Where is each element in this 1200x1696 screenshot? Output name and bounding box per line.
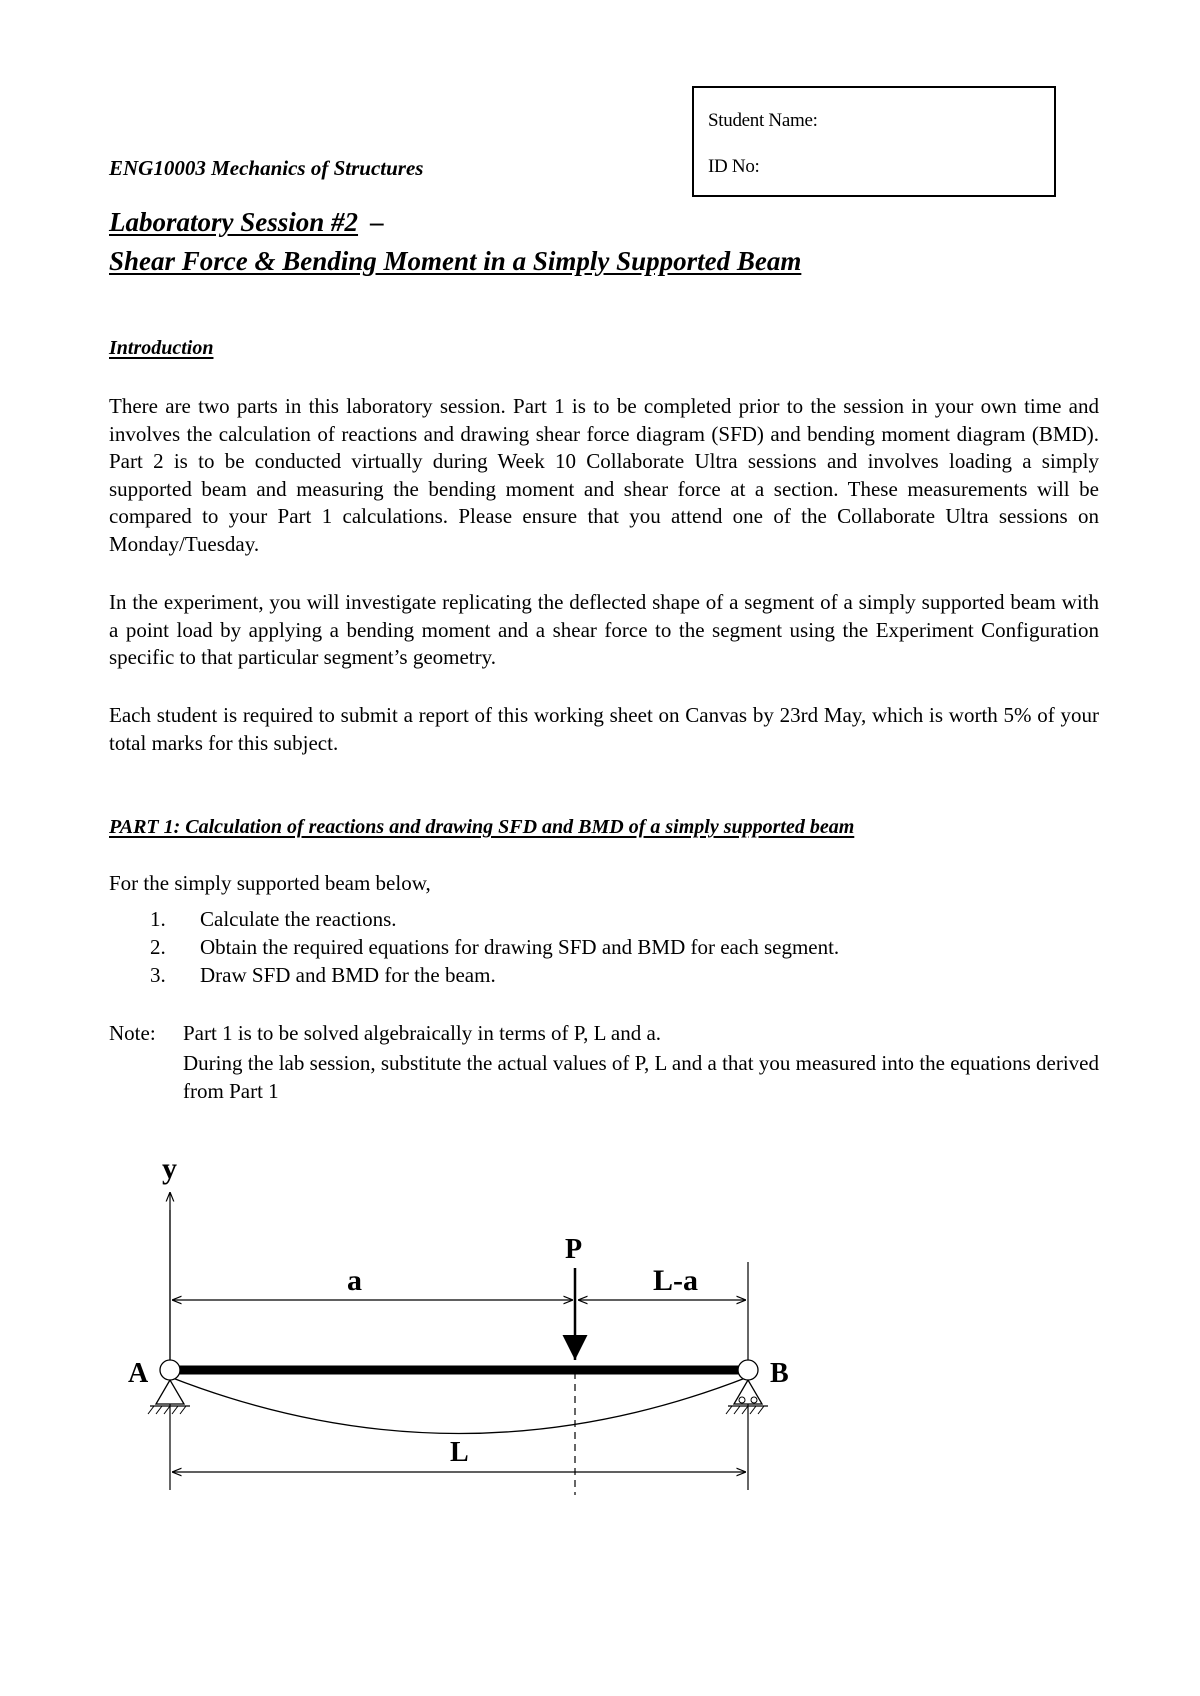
- support-b-label: B: [770, 1358, 789, 1389]
- dimension-l-minus-a-label: L-a: [653, 1264, 698, 1297]
- student-id-label: ID No:: [708, 156, 760, 177]
- intro-paragraph-1: There are two parts in this laboratory session. Part 1 is to be completed prior to the session in your own time and involves the calculation of reactions and drawing shear force diagram (SFD) and bending moment diagram (BMD). Part 2 is to be conducted virtually during Week 10 Collaborate Ultra sessions and involves loading a simply supported beam and measuring the bending moment and shear force at a section. These measurements will be compared to your Part 1 calculations. Please ensure that you attend one of the Collaborate Ultra sessions on Monday/Tuesday.: [109, 394, 1099, 556]
- list-item: [150, 905, 839, 933]
- step-number: 1.: [150, 907, 166, 931]
- support-a-label: A: [128, 1358, 149, 1389]
- load-p-label: P: [565, 1234, 583, 1265]
- intro-paragraph-2: In the experiment, you will investigate replicating the deflected shape of a segment of a simply supported beam with a point load by applying a bending moment and a shear force to the segment using the Experiment Configuration specific to that particular segment’s geometry.: [109, 590, 1099, 669]
- dimension-a-label: a: [347, 1264, 362, 1297]
- page-title-line2: Shear Force & Bending Moment in a Simply Supported Beam: [109, 246, 802, 276]
- student-name-label: Student Name:: [708, 110, 818, 131]
- step-number: 2.: [150, 935, 166, 959]
- note-label: Note:: [109, 1021, 156, 1045]
- course-name: ENG10003 Mechanics of Structures: [109, 156, 424, 180]
- part1-steps: [150, 905, 839, 989]
- note-line-1: Part 1 is to be solved algebraically in terms of P, L and a.: [183, 1021, 662, 1045]
- list-item: [150, 961, 839, 989]
- list-item: [150, 933, 839, 961]
- span-l-label: L: [450, 1437, 469, 1468]
- y-axis-label: y: [162, 1152, 177, 1185]
- note-line-2: During the lab session, substitute the actual values of P, L and a that you measured into the equations derived from Part 1: [183, 1051, 1099, 1103]
- page-title-line1: [109, 207, 384, 238]
- deflected-shape-curve: [170, 1377, 748, 1434]
- part1-heading: PART 1: Calculation of reactions and drawing SFD and BMD of a simply supported beam: [109, 816, 855, 838]
- step-text: Calculate the reactions.: [200, 907, 397, 931]
- title-session: Laboratory Session #2: [109, 207, 359, 237]
- introduction-heading: Introduction: [109, 337, 214, 359]
- step-text: Obtain the required equations for drawing SFD and BMD for each segment.: [200, 935, 840, 959]
- step-number: 3.: [150, 963, 166, 987]
- part1-lead: For the simply supported beam below,: [109, 871, 431, 895]
- intro-paragraph-3: Each student is required to submit a report of this working sheet on Canvas by 23rd May, which is worth 5% of your total marks for this subject.: [109, 703, 1099, 755]
- beam-diagram: [110, 1150, 810, 1510]
- title-dash: –: [370, 207, 384, 237]
- step-text: Draw SFD and BMD for the beam.: [200, 963, 496, 987]
- student-info-box: [692, 86, 1056, 197]
